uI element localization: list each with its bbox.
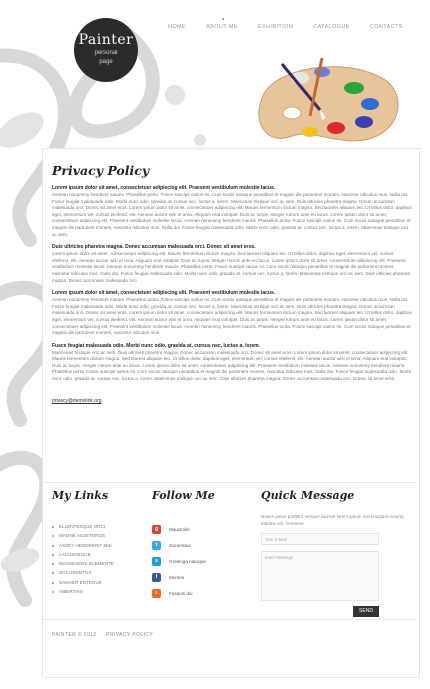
send-button[interactable]: SEND	[353, 606, 379, 617]
skype-icon: s	[152, 557, 161, 566]
section-heading-3: Lorem ipsum dolor sit amet, consectetuer adipiscing elit. Praesent vestibulum molestie lacus.	[52, 290, 276, 297]
social-item-rss[interactable]	[152, 586, 232, 600]
social-label: Grelenga natoque	[169, 558, 206, 564]
nav-about-me[interactable]: ABOUT ME	[206, 24, 238, 30]
my-links-title: My Links	[52, 489, 109, 502]
social-item-skype[interactable]	[152, 554, 232, 568]
my-link-item[interactable]: MASSESERS ELEMENTE	[52, 559, 142, 568]
section-body-2: Lorem ipsum dolor sit amet, consectetuer adipiscing elit. Mauris fermentum dictum magna. Sed laoreet aliquam leo. Ut tellus dolor, dapibus eget, elementum vel, cursus eleifend, elit. Aenean auctor wisi et urna. Aliquam erat volutpat. Duis ac turpis. Integer rutrum ante eu lacus. Lorem ipsum dolor sit amet, consectetuer adipiscing elit. Praesent vestibulum molestie lacus. Aenean nonummy hendrerit mauris. Phasellus porta. Fusce suscipit varius mi. Cum sociis natoque penatibus et magnis dis parturient montes, nascetur ridiculus mus. Nulla dui. Fusce feugiat malesuada odio. Morbi nunc odio, gravida at, cursus nec, luctus a, lorem. Maecenas tristique orci ac sem. Duis ultricies pharetra magna. Donec accumsan malesuada orci.	[52, 251, 410, 283]
social-label: Socieratus	[169, 542, 191, 548]
main-nav	[168, 24, 423, 30]
my-link-item[interactable]: ELLENTESQUE ORCI	[52, 522, 142, 531]
page-title: Privacy Policy	[52, 163, 150, 178]
section-heading-2: Duis ultricies pharetra magna. Donec accumsan malesuada orci. Donec sit amet eros.	[52, 244, 256, 251]
copyright: PAINTER © 2012	[52, 632, 97, 638]
quick-message-column	[261, 489, 411, 617]
my-link-item[interactable]: SAMAER ENTEGUE	[52, 578, 142, 587]
footer-privacy-link[interactable]: PRIVACY POLICY	[106, 632, 154, 638]
facebook-icon: f	[152, 573, 161, 582]
privacy-content	[52, 163, 412, 407]
social-item-facebook[interactable]	[152, 570, 232, 584]
site-header	[0, 0, 430, 150]
my-link-item[interactable]: VIBERTIAS	[52, 587, 142, 596]
section-body-1: Aenean nonummy hendrerit mauris. Phasellus porta. Fusce suscipit varius mi. Cum sociis natoque penatibus et magnis dis parturient montes, nascetur ridiculus mus. Nulla dui. Fusce feugiat malesuada odio. Morbi nunc odio, gravida at, cursus nec, luctus a, lorem. Maecenas tristique orci ac sem. Duis ultricies pharetra magna. Donec accumsan malesuada orci. Donec sit amet eros. Lorem ipsum dolor sit amet, consectetuer adipiscing elit. Mauris fermentum dictum magna. Sed laoreet aliquam leo. Ut tellus dolor, dapibus eget, elementum vel, cursus eleifend, elit. Aenean auctor wisi et urna. Aliquam erat volutpat. Duis ac turpis. Integer rutrum ante eu lacus. Lorem ipsum dolor sit amet, consectetuer adipiscing elit. Praesent vestibulum molestie lacus. Aenean nonummy hendrerit mauris. Phasellus porta. Fusce suscipit varius mi. Cum sociis natoque penatibus et magnis dis parturient montes, nascetur ridiculus mus. Nulla dui. Fusce feugiat malesuada odio. Morbi nunc odio, gravida at, cursus nec, luctus a, lorem. Maecenas tristique orci ac sem.	[52, 192, 412, 237]
nav-contacts[interactable]: CONTACTS	[369, 24, 403, 30]
follow-me-title: Follow Me	[152, 489, 215, 502]
social-item-twitter[interactable]	[152, 538, 232, 552]
nav-exhibition[interactable]: EXHIBITION	[257, 24, 294, 30]
email-field[interactable]: Your E-Mail	[261, 533, 379, 545]
bottom-divider	[43, 619, 419, 620]
social-list	[152, 522, 232, 600]
social-label: Mauismile	[169, 526, 190, 532]
footer-divider	[43, 482, 419, 483]
logo-tagline-2: page	[99, 59, 113, 65]
google-icon: g	[152, 525, 161, 534]
social-item-google[interactable]	[152, 522, 232, 536]
twitter-icon: t	[152, 541, 161, 550]
site-footer	[52, 632, 161, 638]
main-card	[42, 148, 420, 678]
privacy-email-link[interactable]: privacy@demolink.org	[52, 397, 102, 404]
message-field[interactable]: Enter Message	[261, 551, 379, 601]
section-body-4: Maecenas tristique orci ac sem. Duis ultricies pharetra magna. Donec accumsan malesuada orci. Donec sit amet eros. Lorem ipsum dolor sit amet, consectetuer adipiscing elit. Mauris fermentum dictum magna. Sed laoreet aliquam leo. Ut tellus dolor, dapibus eget, elementum vel, cursus eleifend, elit. Aenean auctor wisi et urna. Aliquam erat volutpat. Duis ac turpis. Integer rutrum ante eu lacus. Lorem ipsum dolor sit amet, consectetuer adipiscing elit. Praesent vestibulum molestie lacus. Aenean nonummy hendrerit mauris. Phasellus porta. Fusce suscipit varius mi. Cum sociis natoque penatibus et magnis dis parturient montes, nascetur ridiculus mus. Nulla dui. Fusce feugiat malesuada odio. Morbi nunc odio, gravida at, cursus nec, luctus a, lorem. Maecenas tristique orci ac sem. Duis ultricies pharetra magna. Donec accumsan malesuada orci. Donec sit amet eros.	[52, 349, 411, 382]
my-links-list	[52, 522, 142, 596]
quick-message-title: Quick Message	[261, 489, 355, 502]
section-heading-4: Fusce feugiat malesuada odio. Morbi nunc odio, gravida at, cursus nec, luctus a, lorem.	[52, 342, 261, 349]
my-link-item[interactable]: LACUSNEGUE	[52, 550, 142, 559]
quick-message-description: Nasce petus porttitor semper laoreet lorem ipsum nisl tincidunt mauris, lobortis vel, hendrerit	[261, 514, 405, 526]
paint-palette-illustration	[252, 58, 412, 154]
section-heading-1: Lorem ipsum dolor sit amet, consectetuer adipiscing elit. Praesent vestibulum molestie lacus.	[52, 185, 276, 191]
nav-home[interactable]: HOME	[168, 24, 187, 30]
my-link-item[interactable]: MAGNE ASSETEROS	[52, 531, 142, 540]
my-links-column	[52, 489, 142, 596]
section-body-3: Aenean nonummy hendrerit mauris. Phasellus porta. Fusce suscipit varius mi. Cum sociis natoque penatibus et magnis dis parturient montes, nascetur ridiculus mus. Nulla dui. Fusce feugiat malesuada odio. Morbi nunc odio, gravida at, cursus nec, luctus a, lorem. Maecenas tristique orci ac sem. Duis ultricies pharetra magna. Donec accumsan malesuada orci. Donec sit amet eros. Lorem ipsum dolor sit amet, consectetuer adipiscing elit. Mauris fermentum dictum magna. Sed laoreet aliquam leo. Ut tellus dolor, dapibus eget, elementum vel, cursus eleifend, elit. Aenean auctor wisi et urna. Aliquam erat volutpat. Duis ac turpis. Integer rutrum ante eu lacus. Lorem ipsum dolor sit amet, consectetuer adipiscing elit. Praesent vestibulum molestie lacus. Aenean nonummy hendrerit mauris. Phasellus porta. Fusce suscipit varius mi. Cum sociis natoque penatibus et magnis dis parturient montes, nascetur ridiculus mus.	[52, 297, 412, 336]
my-link-item[interactable]: SOCUSEMTUS	[52, 568, 142, 577]
logo-tagline-1: personal	[94, 50, 118, 56]
follow-me-column	[152, 489, 232, 602]
social-label: Fusquis dui	[169, 590, 193, 596]
logo-name: Painter	[78, 32, 134, 48]
nav-catalogue[interactable]: CATALOGUE	[313, 24, 350, 30]
social-label: Montes	[169, 574, 185, 580]
logo[interactable]	[74, 18, 138, 82]
rss-icon: r	[152, 589, 161, 598]
my-link-item[interactable]: ASSEY HENDRERIT MIS	[52, 541, 142, 550]
